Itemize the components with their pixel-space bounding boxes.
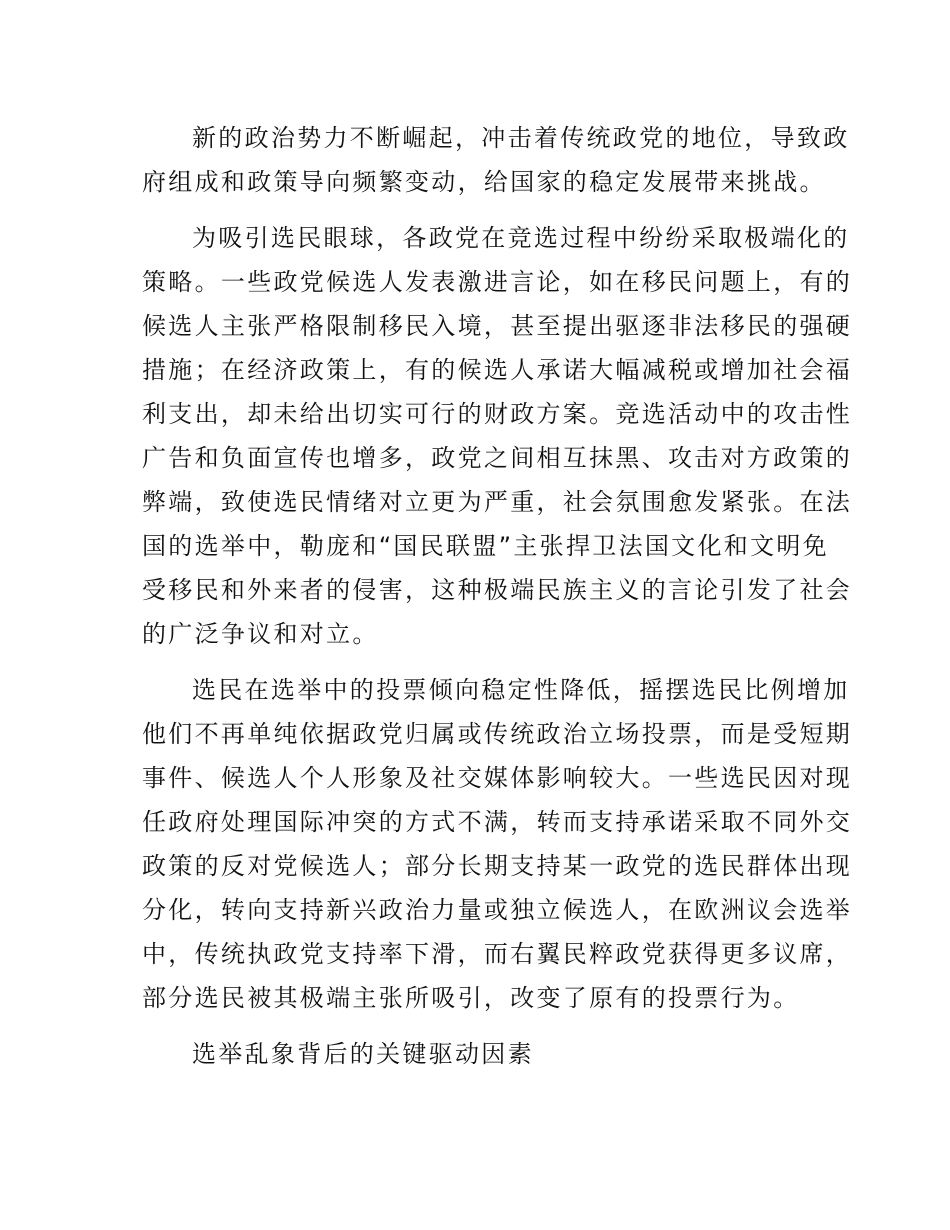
- text-line: 策略。一些政党候选人发表激进言论，如在移民问题上，有的: [142, 268, 853, 296]
- text-line: 府组成和政策导向频繁变动，给国家的稳定发展带来挑战。: [142, 168, 826, 196]
- text-line: 广告和负面宣传也增多，政党之间相互抹黑、攻击对方政策的: [142, 444, 853, 472]
- section-heading: [142, 1032, 822, 1076]
- text-line: 选民在选举中的投票倾向稳定性降低，摇摆选民比例增加: [192, 676, 850, 704]
- text-line: 政策的反对党候选人；部分长期支持某一政党的选民群体出现: [142, 852, 853, 880]
- text-line: 他们不再单纯依据政党归属或传统政治立场投票，而是受短期: [142, 720, 853, 748]
- text-line: 的广泛争议和对立。: [142, 620, 379, 648]
- text-line: 候选人主张严格限制移民入境，甚至提出驱逐非法移民的强硬: [142, 312, 853, 340]
- text-line: 新的政治势力不断崛起，冲击着传统政党的地位，导致政: [192, 124, 850, 152]
- paragraph-2: [142, 216, 853, 656]
- text-line: 为吸引选民眼球，各政党在竞选过程中纷纷采取极端化的: [192, 224, 850, 252]
- text-line: 中，传统执政党支持率下滑，而右翼民粹政党获得更多议席，: [142, 940, 853, 968]
- text-line: 任政府处理国际冲突的方式不满，转而支持承诺采取不同外交: [142, 808, 853, 836]
- text-line: 措施；在经济政策上，有的候选人承诺大幅减税或增加社会福: [142, 356, 853, 384]
- text-line: 国的选举中，勒庞和“国民联盟”主张捍卫法国文化和文明免: [142, 532, 829, 560]
- section-heading-text: 选举乱象背后的关键驱动因素: [192, 1040, 534, 1068]
- text-line: 受移民和外来者的侵害，这种极端民族主义的言论引发了社会: [142, 576, 853, 604]
- paragraph-3: [142, 668, 853, 1020]
- text-line: 分化，转向支持新兴政治力量或独立候选人，在欧洲议会选举: [142, 896, 853, 924]
- text-line: 弊端，致使选民情绪对立更为严重，社会氛围愈发紧张。在法: [142, 488, 853, 516]
- paragraph-1: [142, 116, 850, 204]
- text-line: 部分选民被其极端主张所吸引，改变了原有的投票行为。: [142, 984, 800, 1012]
- text-line: 利支出，却未给出切实可行的财政方案。竞选活动中的攻击性: [142, 400, 853, 428]
- document-page: [142, 116, 853, 1088]
- text-line: 事件、候选人个人形象及社交媒体影响较大。一些选民因对现: [142, 764, 853, 792]
